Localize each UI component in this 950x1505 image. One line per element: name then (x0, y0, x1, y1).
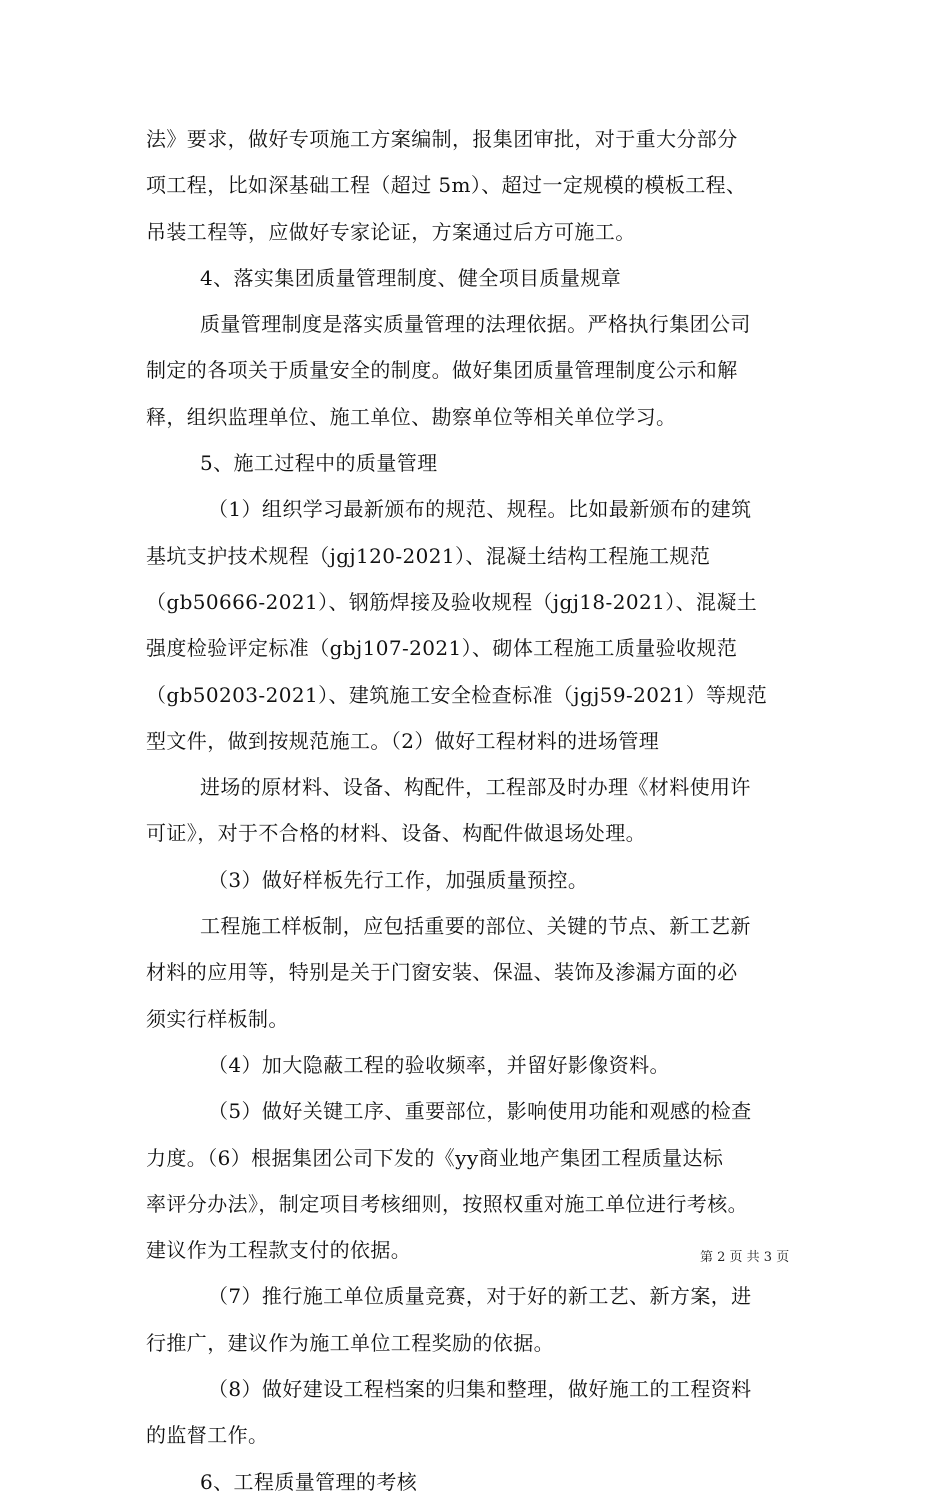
text-line: 力度。（6）根据集团公司下发的《yy商业地产集团工程质量达标 (146, 1145, 724, 1170)
section-heading: 6、工程质量管理的考核 (200, 1469, 418, 1494)
document-body (146, 116, 818, 1505)
text-line: 率评分办法》，制定项目考核细则，按照权重对施工单位进行考核。 (146, 1191, 748, 1216)
text-line: 基坑支护技术规程（jgj120-2021）、混凝土结构工程施工规范 (146, 543, 711, 568)
text-line: 的监督工作。 (146, 1423, 269, 1448)
text-line: 制定的各项关于质量安全的制度。做好集团质量管理制度公示和解 (146, 358, 738, 383)
text-line: 型文件，做到按规范施工。（2）做好工程材料的进场管理 (146, 728, 660, 753)
text-line: （4）加大隐蔽工程的验收频率，并留好影像资料。 (208, 1052, 670, 1077)
text-line: （7）推行施工单位质量竞赛，对于好的新工艺、新方案，进 (208, 1284, 752, 1309)
text-line: （8）做好建设工程档案的归集和整理，做好施工的工程资料 (208, 1377, 752, 1402)
text-line: 行推广，建议作为施工单位工程奖励的依据。 (146, 1330, 554, 1355)
text-line: （3）做好样板先行工作，加强质量预控。 (208, 867, 589, 892)
text-line: （gb50666-2021）、钢筋焊接及验收规程（jgj18-2021）、混凝土 (146, 589, 758, 614)
text-line: 工程施工样板制，应包括重要的部位、关键的节点、新工艺新 (200, 914, 751, 939)
text-line: 项工程，比如深基础工程（超过 5m）、超过一定规模的模板工程、 (146, 173, 747, 198)
text-line: 法》要求，做好专项施工方案编制，报集团审批，对于重大分部分 (146, 127, 738, 151)
text-line: 质量管理制度是落实质量管理的法理依据。严格执行集团公司 (200, 312, 751, 337)
page-number: 第 2 页 共 3 页 (700, 1250, 790, 1265)
text-line: （gb50203-2021）、建筑施工安全检查标准（jgj59-2021）等规范 (146, 682, 768, 707)
text-line: 释，组织监理单位、施工单位、勘察单位等相关单位学习。 (146, 404, 677, 429)
section-heading: 5、施工过程中的质量管理 (200, 451, 438, 476)
text-line: 吊装工程等，应做好专家论证，方案通过后方可施工。 (146, 219, 636, 244)
section-heading: 4、落实集团质量管理制度、健全项目质量规章 (200, 265, 622, 290)
text-line: （1）组织学习最新颁布的规范、规程。比如最新颁布的建筑 (208, 497, 752, 522)
text-line: 材料的应用等，特别是关于门窗安装、保温、装饰及渗漏方面的必 (146, 960, 738, 985)
text-line: 建议作为工程款支付的依据。 (146, 1238, 412, 1263)
text-line: 须实行样板制。 (146, 1006, 289, 1031)
text-line: （5）做好关键工序、重要部位，影响使用功能和观感的检查 (208, 1099, 752, 1124)
text-line: 强度检验评定标准（gbj107-2021）、砌体工程施工质量验收规范 (146, 636, 738, 661)
text-line: 进场的原材料、设备、构配件，工程部及时办理《材料使用许 (200, 775, 751, 800)
text-line: 可证》，对于不合格的材料、设备、构配件做退场处理。 (146, 821, 646, 846)
